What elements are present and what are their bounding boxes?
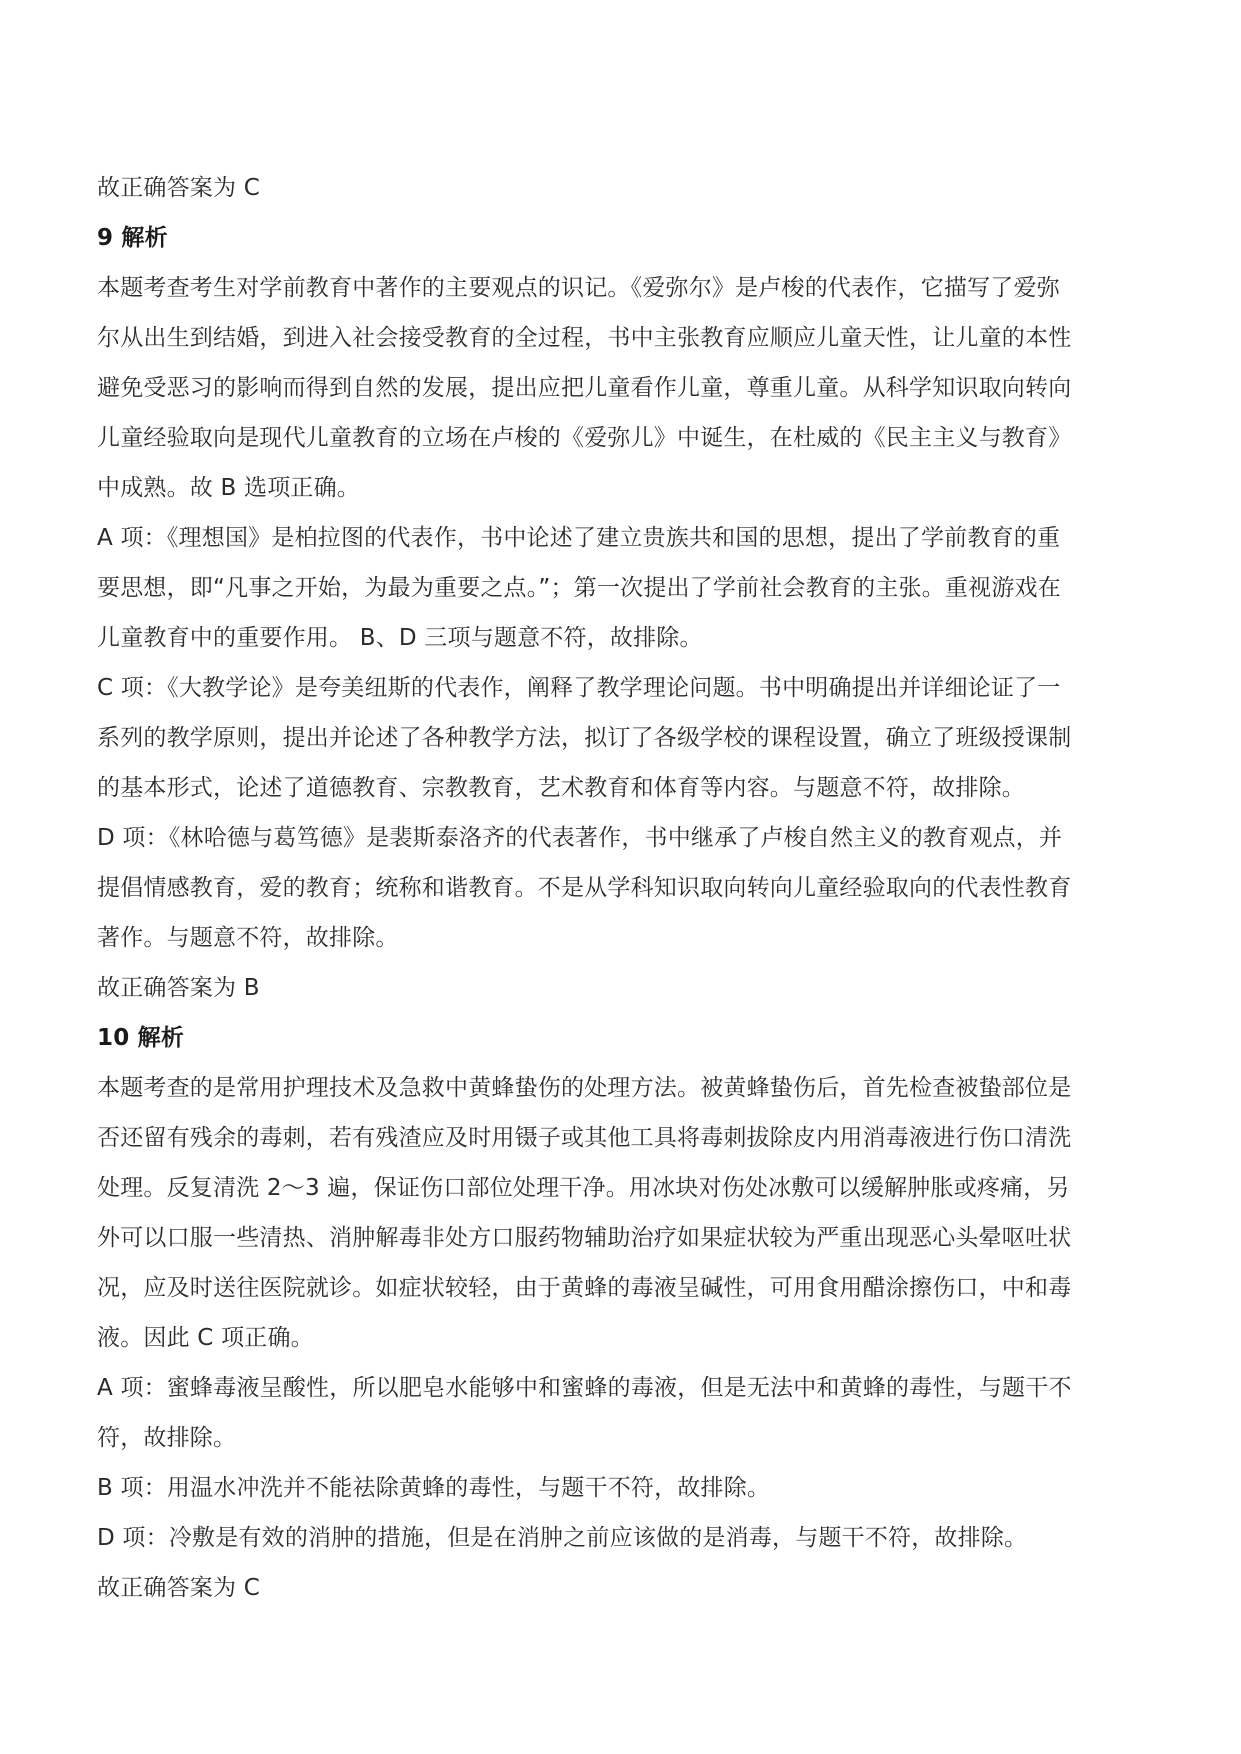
q9-option-a-line: 儿童教育中的重要作用。 B、D 三项与题意不符，故排除。 — [97, 625, 703, 651]
q10-main-line: 否还留有残余的毒刺，若有残渣应及时用镊子或其他工具将毒刺拔除皮内用消毒液进行伤口清洗 — [97, 1125, 1072, 1151]
q10-option-a-line: A 项：蜜蜂毒液呈酸性，所以肥皂水能够中和蜜蜂的毒液，但是无法中和黄蜂的毒性，与题干不 — [97, 1375, 1072, 1401]
q10-main-line: 况，应及时送往医院就诊。如症状较轻，由于黄蜂的毒液呈碱性，可用食用醋涂擦伤口，中和毒 — [97, 1275, 1072, 1301]
q10-option-d — [97, 1513, 1147, 1563]
q9-main-line: 避免受恶习的影响而得到自然的发展，提出应把儿童看作儿童，尊重儿童。从科学知识取向转向 — [97, 375, 1072, 401]
document-page — [97, 163, 1147, 1613]
q10-option-a-line: 符，故排除。 — [97, 1425, 237, 1451]
q10-main-line: 处理。反复清洗 2～3 遍，保证伤口部位处理干净。用冰块对伤处冰敷可以缓解肿胀或疼痛，另 — [97, 1175, 1070, 1201]
q10-main-line: 本题考查的是常用护理技术及急救中黄蜂蛰伤的处理方法。被黄蜂蛰伤后，首先检查被蛰部位是 — [97, 1075, 1072, 1101]
q10-option-b — [97, 1463, 1147, 1513]
q9-option-d — [97, 813, 1147, 963]
q9-answer: 故正确答案为 B — [97, 975, 260, 1001]
q9-main-line: 本题考查考生对学前教育中著作的主要观点的识记。《爱弥尔》是卢梭的代表作，它描写了爱弥 — [97, 275, 1060, 301]
q9-main-analysis — [97, 263, 1147, 513]
q10-option-b-line: B 项：用温水冲洗并不能祛除黄蜂的毒性，与题干不符，故排除。 — [97, 1475, 771, 1501]
q9-option-c-line: C 项：《大教学论》是夸美纽斯的代表作，阐释了教学理论问题。书中明确提出并详细论证了一 — [97, 675, 1061, 701]
q9-option-d-line: 提倡情感教育，爱的教育；统称和谐教育。不是从学科知识取向转向儿童经验取向的代表性教育 — [97, 875, 1072, 901]
q9-option-a-line: 要思想，即“凡事之开始，为最为重要之点。”；第一次提出了学前社会教育的主张。重视游戏在 — [97, 575, 1061, 601]
q9-option-c-line: 系列的教学原则，提出并论述了各种教学方法，拟订了各级学校的课程设置，确立了班级授课制 — [97, 725, 1072, 751]
q10-heading: 10 解析 — [97, 1025, 185, 1051]
q9-option-c-line: 的基本形式，论述了道德教育、宗教教育，艺术教育和体育等内容。与题意不符，故排除。 — [97, 775, 1025, 801]
q9-main-line: 尔从出生到结婚，到进入社会接受教育的全过程，书中主张教育应顺应儿童天性，让儿童的本性 — [97, 325, 1072, 351]
q10-main-analysis — [97, 1063, 1147, 1363]
q9-main-line: 儿童经验取向是现代儿童教育的立场在卢梭的《爱弥儿》中诞生，在杜威的《民主主义与教育》 — [97, 425, 1072, 451]
prev-answer: 故正确答案为 C — [97, 175, 260, 201]
q9-main-line: 中成熟。故 B 选项正确。 — [97, 475, 361, 501]
q9-option-d-line: D 项：《林哈德与葛笃德》是裴斯泰洛齐的代表著作，书中继承了卢梭自然主义的教育观点，并 — [97, 825, 1063, 851]
q9-heading: 9 解析 — [97, 225, 168, 251]
q10-option-a — [97, 1363, 1147, 1463]
q9-option-a — [97, 513, 1147, 663]
q10-main-line: 液。因此 C 项正确。 — [97, 1325, 314, 1351]
q9-option-d-line: 著作。与题意不符，故排除。 — [97, 925, 399, 951]
q10-answer: 故正确答案为 C — [97, 1575, 260, 1601]
q10-main-line: 外可以口服一些清热、消肿解毒非处方口服药物辅助治疗如果症状较为严重出现恶心头晕呕吐状 — [97, 1225, 1072, 1251]
q10-option-d-line: D 项：冷敷是有效的消肿的措施，但是在消肿之前应该做的是消毒，与题干不符，故排除。 — [97, 1525, 1028, 1551]
q9-option-a-line: A 项：《理想国》是柏拉图的代表作，书中论述了建立贵族共和国的思想，提出了学前教育的重 — [97, 525, 1061, 551]
q9-option-c — [97, 663, 1147, 813]
